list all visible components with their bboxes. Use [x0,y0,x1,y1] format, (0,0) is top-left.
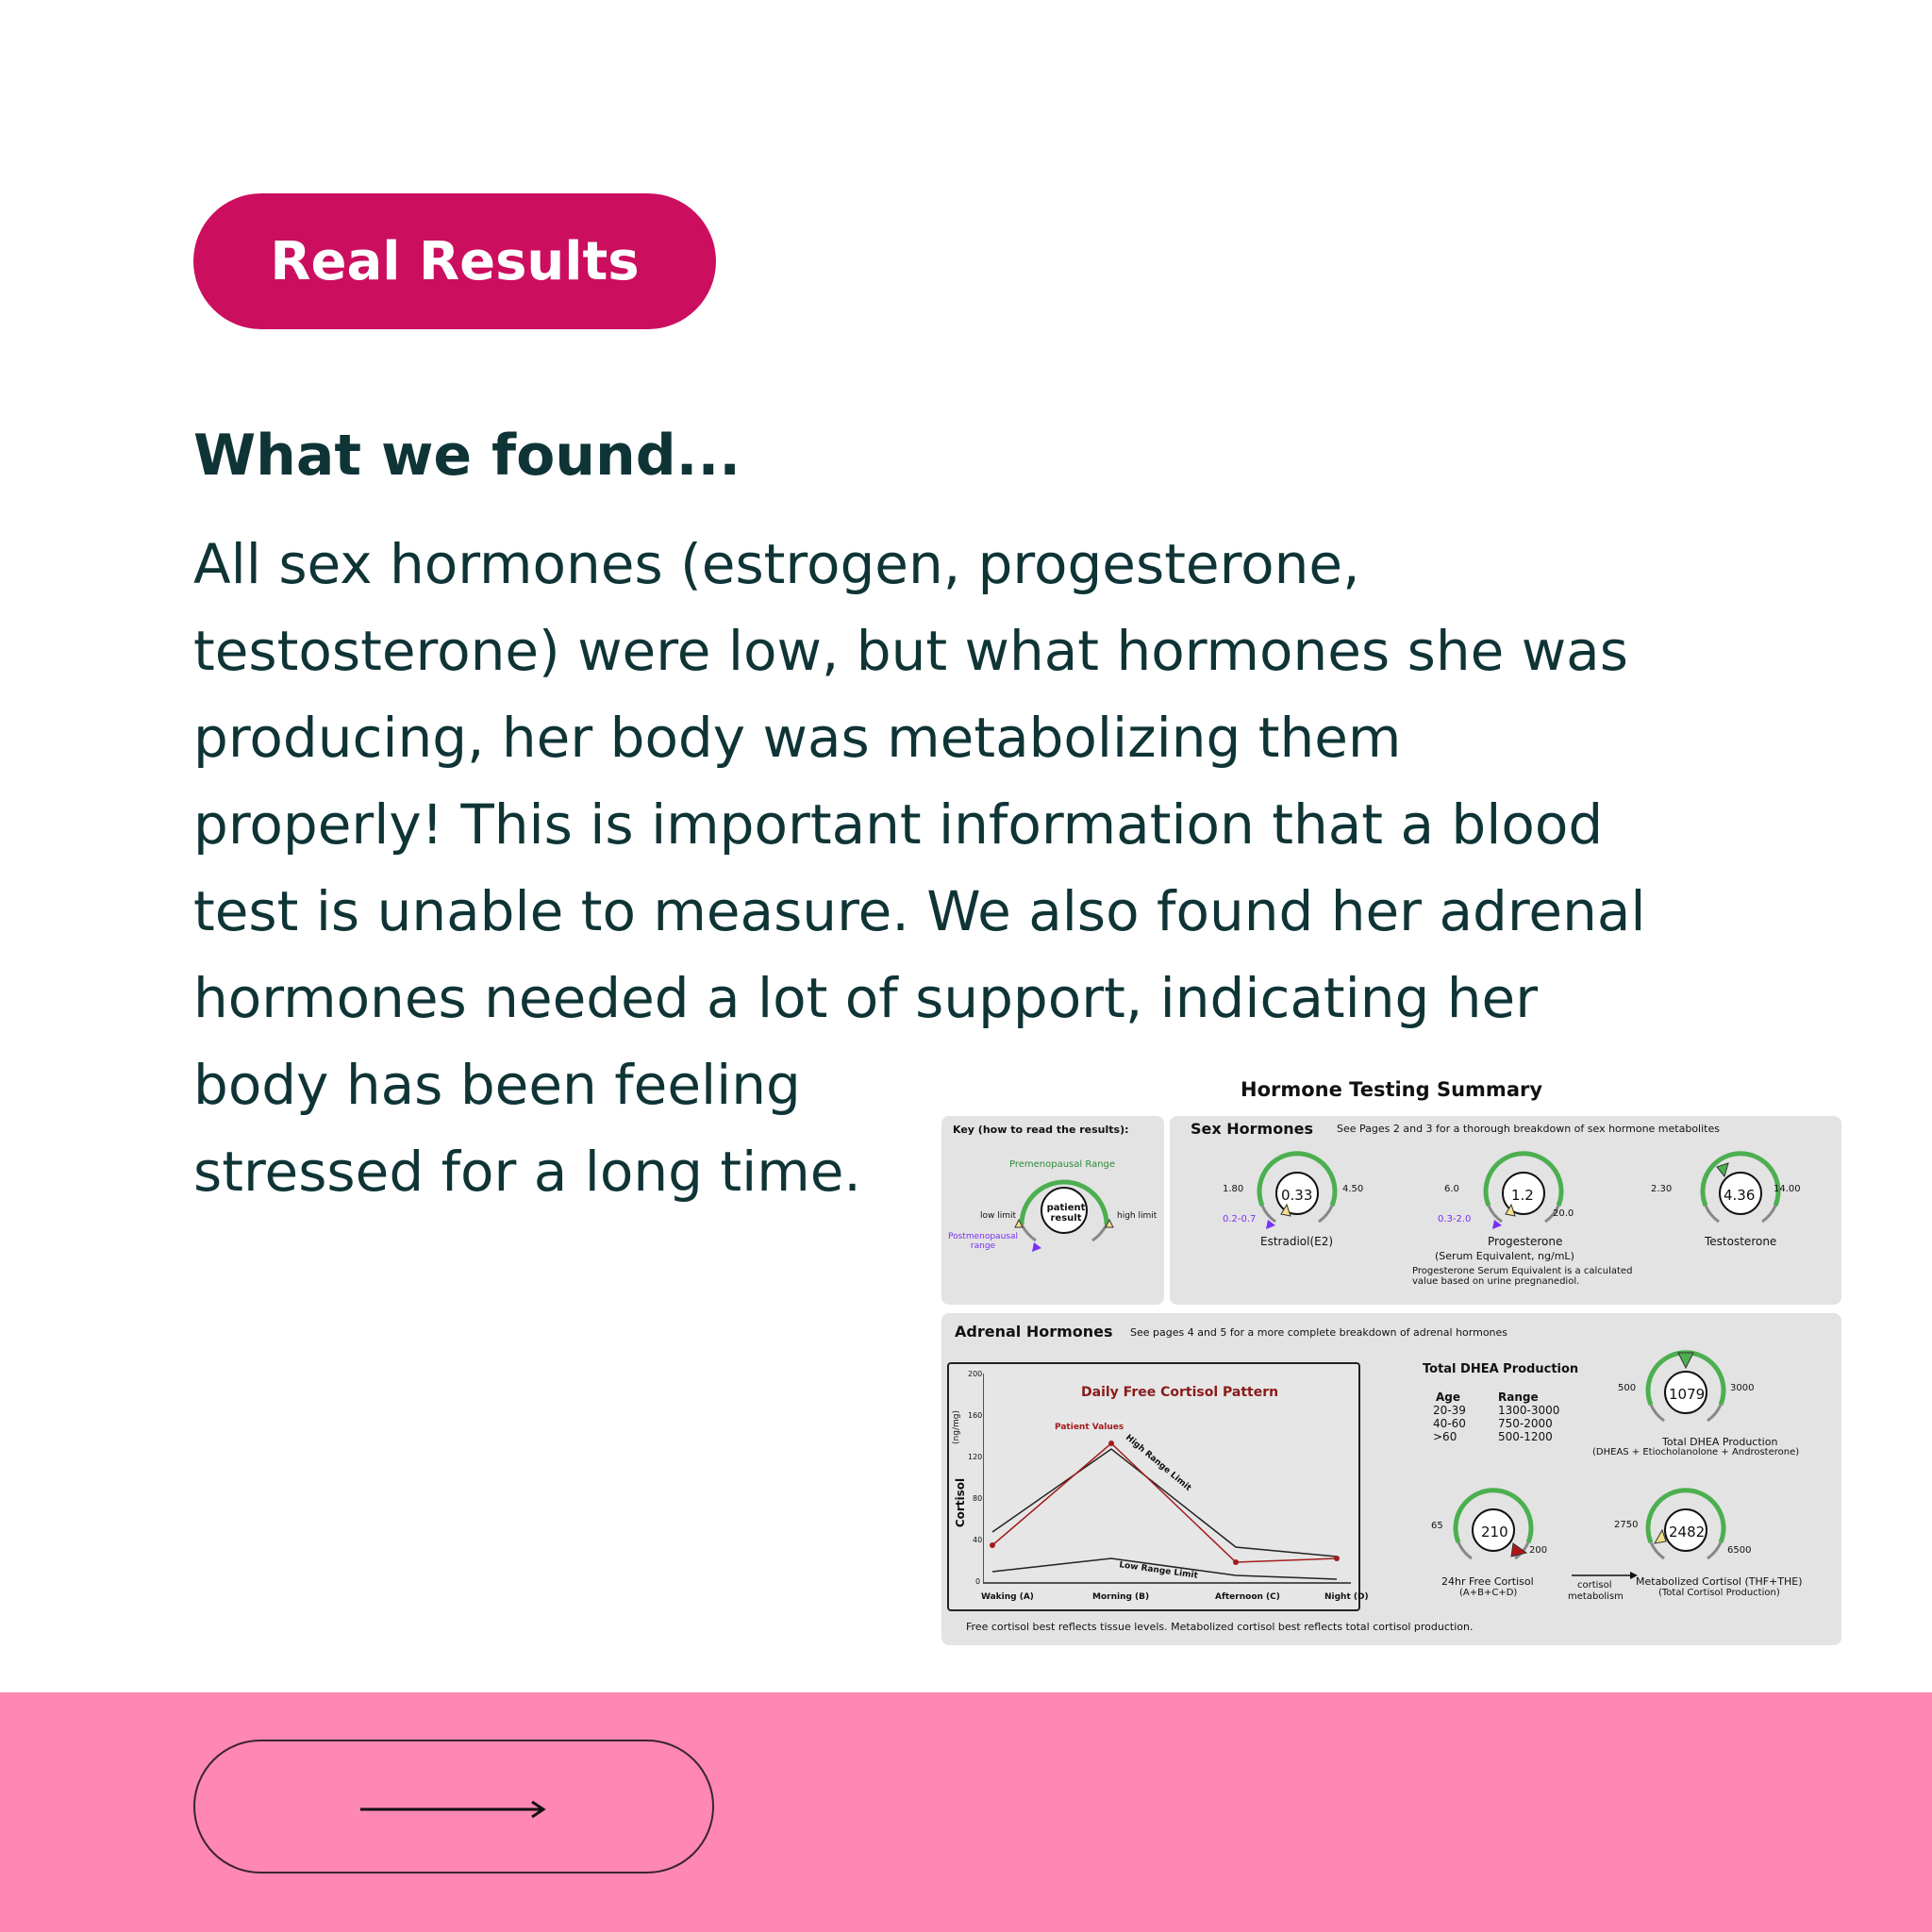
hormone-report-image [939,1066,1846,1651]
x-category-label: Night (D) [1324,1592,1369,1602]
low-limit-label: Low Range Limit [1118,1560,1199,1581]
dhea-low: 500 [1618,1383,1637,1393]
metabolized-label2: (Total Cortisol Production) [1658,1588,1780,1598]
key-post-label: Postmenopausal range [948,1232,1018,1251]
progesterone-high: 20.0 [1553,1208,1574,1219]
estradiol-post: 0.2-0.7 [1223,1214,1257,1224]
ytick-label: 120 [968,1453,983,1461]
free-cortisol-label2: (A+B+C+D) [1459,1588,1518,1598]
free-cortisol-value: 210 [1481,1524,1508,1541]
dhea-row-range: 1300-3000 [1498,1404,1560,1417]
chart-yunit: (ng/mg) [951,1410,961,1444]
chart-title: Daily Free Cortisol Pattern [1081,1385,1279,1400]
dhea-row-range: 750-2000 [1498,1417,1553,1430]
body-line: stressed for a long time. [193,1140,861,1204]
adrenal-hormones-panel [941,1313,1841,1645]
sex-title: Sex Hormones [1191,1120,1313,1138]
arrow-right-icon [360,1798,549,1821]
key-panel [941,1116,1164,1305]
x-category-label: Waking (A) [981,1592,1034,1602]
body-line: test is unable to measure. We also found her adrenal [193,879,1646,943]
progesterone-post: 0.3-2.0 [1438,1214,1472,1224]
dhea-col-range: Range [1498,1391,1539,1404]
metabolized-high: 6500 [1727,1545,1752,1556]
dhea-high: 3000 [1730,1383,1755,1393]
metabolized-low: 2750 [1614,1520,1639,1530]
dhea-title: Total DHEA Production [1423,1362,1579,1376]
estradiol-low: 1.80 [1223,1184,1244,1194]
free-cortisol-label: 24hr Free Cortisol [1441,1575,1534,1588]
dhea-col-age: Age [1436,1391,1461,1404]
progesterone-note1: Progesterone Serum Equivalent is a calculated [1412,1266,1633,1276]
metabolized-label: Metabolized Cortisol (THF+THE) [1636,1575,1803,1588]
sex-hormones-panel [1170,1116,1841,1305]
progesterone-value: 1.2 [1511,1187,1534,1204]
high-limit-label: High Range Limit [1123,1433,1193,1493]
ytick-label: 200 [968,1370,983,1378]
body-line: testosterone) were low, but what hormones she was [193,619,1628,683]
metabolism-label2: metabolism [1568,1591,1624,1602]
cortisol-chart [947,1362,1369,1611]
x-category-label: Afternoon (C) [1215,1592,1280,1602]
ytick-label: 40 [973,1536,983,1544]
estradiol-high: 4.50 [1342,1184,1364,1194]
testosterone-low: 2.30 [1651,1184,1673,1194]
adrenal-footnote: Free cortisol best reflects tissue levels. Metabolized cortisol best reflects total cortisol production. [966,1621,1474,1633]
dhea-value: 1079 [1669,1386,1706,1403]
report-title: Hormone Testing Summary [1241,1078,1543,1101]
estradiol-label: Estradiol(E2) [1260,1235,1334,1248]
body-line: properly! This is important information that a blood [193,792,1604,857]
dhea-row-age: >60 [1433,1430,1457,1443]
testosterone-label: Testosterone [1705,1235,1777,1248]
metabolized-value: 2482 [1669,1524,1706,1541]
key-low-label: low limit [980,1211,1017,1221]
free-cortisol-low: 65 [1431,1521,1443,1531]
real-results-badge [193,193,716,329]
ytick-label: 0 [975,1577,981,1586]
key-high-label: high limit [1117,1211,1158,1221]
body-line: All sex hormones (estrogen, progesterone, [193,532,1360,596]
dhea-label2: (DHEAS + Etiocholanolone + Androsterone) [1592,1447,1800,1457]
cortisol-plot [983,1374,1351,1591]
ytick-label: 160 [968,1411,983,1420]
dhea-row-age: 20-39 [1433,1404,1466,1417]
estradiol-value: 0.33 [1281,1187,1313,1204]
key-center-label: patient result [1046,1203,1086,1224]
dhea-row-range: 500-1200 [1498,1430,1553,1443]
adrenal-title: Adrenal Hormones [955,1323,1113,1341]
dhea-row-age: 40-60 [1433,1417,1466,1430]
x-category-label: Morning (B) [1092,1592,1150,1602]
metabolism-label1: cortisol [1577,1580,1612,1591]
progesterone-label: Progesterone [1488,1235,1563,1248]
free-cortisol-high: 200 [1529,1545,1548,1556]
key-arc-label: Premenopausal Range [1009,1159,1116,1170]
testosterone-value: 4.36 [1724,1187,1756,1204]
patient-values-line [992,1443,1337,1562]
patient-values-label: Patient Values [1055,1423,1124,1432]
progesterone-low: 6.0 [1444,1184,1459,1194]
badge-label: Real Results [270,230,640,292]
key-title: Key (how to read the results): [953,1124,1129,1136]
adrenal-subtitle: See pages 4 and 5 for a more complete breakdown of adrenal hormones [1130,1326,1508,1339]
sex-subtitle: See Pages 2 and 3 for a thorough breakdown of sex hormone metabolites [1337,1123,1720,1135]
dhea-label: Total DHEA Production [1662,1436,1778,1448]
progesterone-label2: (Serum Equivalent, ng/mL) [1435,1250,1574,1262]
chart-ylabel: Cortisol [954,1477,968,1528]
testosterone-high: 14.00 [1774,1184,1801,1194]
body-line: body has been feeling [193,1053,801,1117]
progesterone-note2: value based on urine pregnanediol. [1412,1276,1580,1287]
body-line: producing, her body was metabolizing them [193,706,1402,770]
next-button[interactable] [193,1740,714,1874]
section-heading: What we found... [193,423,741,489]
body-line: hormones needed a lot of support, indicating her [193,966,1539,1030]
ytick-label: 80 [973,1494,983,1503]
